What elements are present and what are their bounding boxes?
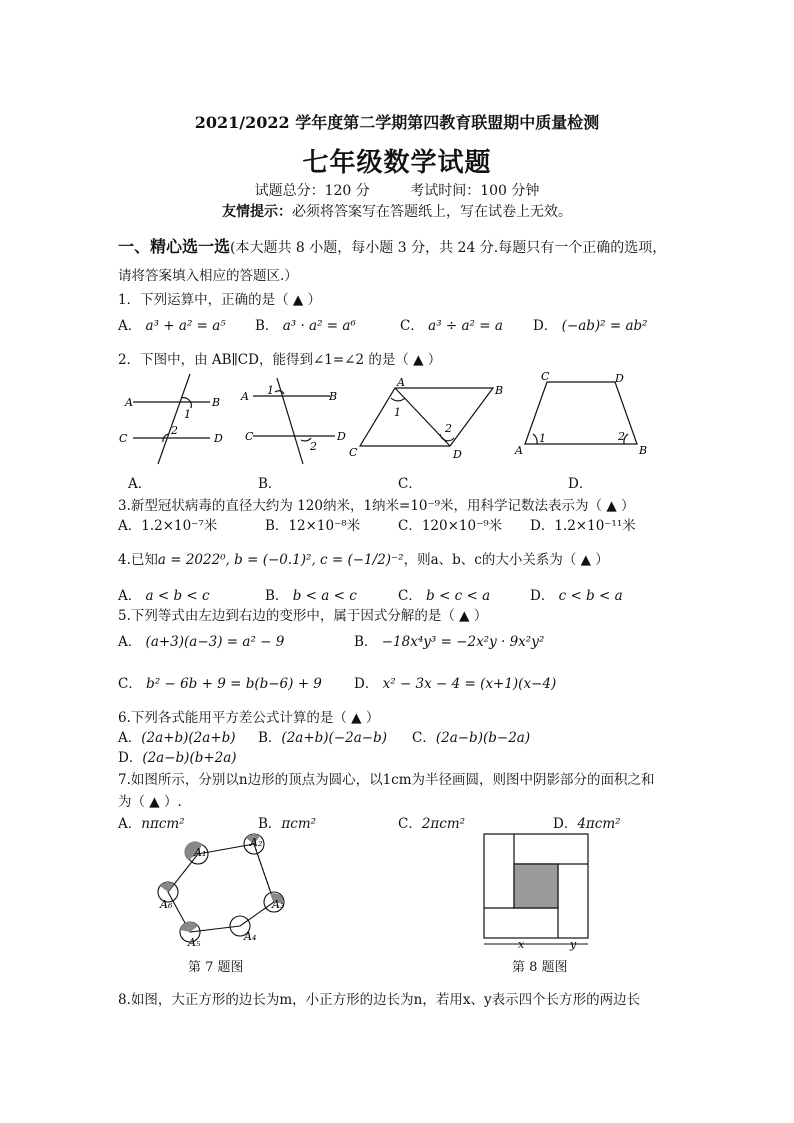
- tip-text: 必须将答案写在答题纸上，写在试卷上无效。: [292, 204, 572, 220]
- fig-c-label-c: C: [349, 446, 358, 459]
- q6-option-d: D．(2a−b)(b+2a): [118, 750, 237, 766]
- fig-c-label-a: A: [397, 376, 405, 389]
- fig-a-label-c: C: [119, 432, 128, 445]
- q6-option-a: A．(2a+b)(2a+b): [118, 730, 236, 746]
- q4-stem: 4.已知a = 2022⁰, b = (−0.1)², c = (−1/2)⁻²，则a、b、c的大小关系为（ ▲ ）: [118, 552, 609, 568]
- fig-a-label-b: B: [212, 396, 221, 409]
- figure-8: [484, 834, 594, 956]
- fig-c-angle-1: 1: [394, 406, 401, 419]
- figure-7-svg: [150, 830, 300, 952]
- tip-label: 友情提示：: [222, 204, 292, 220]
- fig-a-angle-2: 2: [171, 424, 178, 437]
- q5-option-c: C． b² − 6b + 9 = b(b−6) + 9: [118, 676, 322, 692]
- figure-b: [253, 378, 338, 464]
- q5-option-b: B． −18x⁴y³ = −2x²y · 9x²y²: [354, 634, 545, 650]
- q3-stem: 3.新型冠状病毒的直径大约为 120纳米，1纳米=10⁻⁹米，用科学记数法表示为（ ▲ ）: [118, 498, 635, 514]
- q8-stem: 8.如图，大正方形的边长为m，小正方形的边长为n，若用x、y表示四个长方形的两边长: [118, 992, 641, 1008]
- fig-a-label-a: A: [125, 396, 133, 409]
- q2-figure-svg: [115, 372, 655, 467]
- section-instructions: (本大题共 8 小题，每小题 3 分，共 24 分.每题只有一个正确的选项，: [230, 240, 667, 256]
- q7-option-d: D．4πcm²: [553, 816, 621, 832]
- fig-b-angle-2: 2: [310, 440, 317, 453]
- fig8-label-y: y: [570, 938, 577, 951]
- total-score: 试题总分：120 分: [254, 183, 370, 199]
- fig-b-label-d: D: [337, 430, 346, 443]
- q7-option-b: B．πcm²: [258, 816, 317, 832]
- q4-option-a: A． a < b < c: [118, 588, 210, 604]
- figure-7: [150, 830, 300, 956]
- fig-d-label-d: D: [615, 372, 624, 385]
- fig7-label-a4: A₄: [244, 930, 257, 943]
- q6-option-b: B．(2a+b)(−2a−b): [258, 730, 387, 746]
- section-heading: [118, 234, 666, 257]
- fig-d-label-c: C: [541, 370, 550, 383]
- fig7-label-a1: A₁: [194, 846, 207, 859]
- q6-stem: 6.下列各式能用平方差公式计算的是（ ▲ ）: [118, 710, 380, 726]
- q1-option-c: C． a³ ÷ a² = a: [400, 318, 503, 334]
- q2-label-d: D．: [568, 476, 593, 492]
- q1-stem: 1．下列运算中，正确的是（ ▲ ）: [118, 292, 322, 308]
- fig-d-angle-1: 1: [539, 432, 546, 445]
- q4-option-d: D． c < b < a: [530, 588, 623, 604]
- q4-option-c: C． b < c < a: [398, 588, 491, 604]
- q3-option-a: A．1.2×10⁻⁷米: [118, 518, 218, 534]
- q5-stem: 5.下列等式由左边到右边的变形中，属于因式分解的是（ ▲ ）: [118, 608, 488, 624]
- q5-option-d: D． x² − 3x − 4 = (x+1)(x−4): [354, 676, 557, 692]
- fig-d-angle-2: 2: [618, 430, 625, 443]
- fig-d-label-a: A: [515, 444, 523, 457]
- exam-header-line: 2021/2022 学年度第二学期第四教育联盟期中质量检测: [194, 113, 600, 132]
- fig7-label-a2: A₂: [250, 836, 263, 849]
- q2-label-c: C．: [398, 476, 422, 492]
- fig-d-label-b: B: [639, 444, 648, 457]
- q3-option-c: C．120×10⁻⁹米: [398, 518, 503, 534]
- q7-stem: 7.如图所示，分别以n边形的顶点为圆心，以1cm为半径画圆，则图中阴影部分的面积之和: [118, 772, 655, 788]
- fig7-label-a6: A₆: [160, 898, 173, 911]
- q1-option-d: D． (−ab)² = ab²: [533, 318, 648, 334]
- q1-option-a: A． a³ + a² = a⁵: [118, 318, 226, 334]
- fig-a-label-d: D: [214, 432, 223, 445]
- figure-7-caption: 第 7 题图: [188, 960, 244, 975]
- q3-option-d: D．1.2×10⁻¹¹米: [530, 518, 636, 534]
- exam-info: [0, 180, 794, 200]
- fig-b-label-a: A: [241, 390, 249, 403]
- fig-c-label-d: D: [453, 448, 462, 461]
- q5-option-a: A． (a+3)(a−3) = a² − 9: [118, 634, 285, 650]
- q7-option-c: C．2πcm²: [398, 816, 466, 832]
- fig7-label-a3: A₃: [272, 898, 285, 911]
- q2-stem: 2．下图中，由 AB∥CD，能得到∠1=∠2 的是（ ▲ ）: [118, 352, 442, 368]
- q7-stem-2: 为（ ▲ ）.: [118, 794, 182, 810]
- fig7-label-a5: A₅: [188, 936, 201, 949]
- exam-time: 考试时间：100 分钟: [410, 183, 540, 199]
- fig-b-label-c: C: [245, 430, 254, 443]
- exam-tip: [0, 201, 794, 221]
- figure-8-caption: 第 8 题图: [512, 960, 568, 975]
- fig-a-angle-1: 1: [184, 408, 191, 421]
- section-title: 一、精心选一选: [118, 237, 231, 256]
- exam-title: 七年级数学试题: [302, 148, 492, 178]
- q2-label-b: B．: [258, 476, 282, 492]
- figure-8-svg: [484, 834, 594, 952]
- fig8-label-x: x: [518, 938, 525, 951]
- q2-figures: [115, 372, 655, 471]
- fig-c-label-b: B: [495, 384, 504, 397]
- q4-stem-math: a = 2022⁰, b = (−0.1)², c = (−1/2)⁻²: [157, 552, 404, 568]
- q1-option-b: B． a³ · a² = a⁶: [255, 318, 356, 334]
- figure-a: [133, 374, 210, 464]
- fig-b-angle-1: 1: [267, 384, 274, 397]
- q3-option-b: B．12×10⁻⁸米: [265, 518, 361, 534]
- q7-option-a: A．nπcm²: [118, 816, 185, 832]
- fig-b-label-b: B: [329, 390, 338, 403]
- section-instructions-2: 请将答案填入相应的答题区.）: [118, 268, 298, 284]
- q6-option-c: C．(2a−b)(b−2a): [412, 730, 531, 746]
- q2-label-a: A．: [128, 476, 152, 492]
- figure-c: [360, 388, 493, 446]
- q4-option-b: B． b < a < c: [265, 588, 357, 604]
- fig-c-angle-2: 2: [445, 422, 452, 435]
